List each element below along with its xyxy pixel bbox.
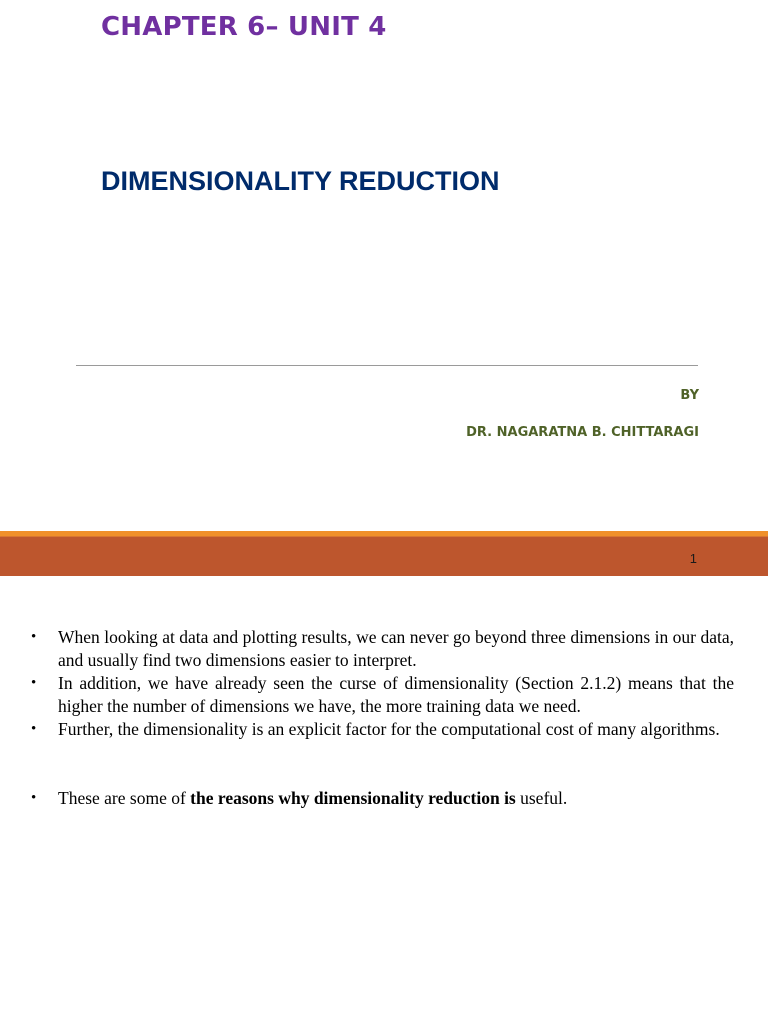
- bullet-dot: •: [31, 790, 37, 806]
- content-slide: [0, 576, 768, 1024]
- bullet-text-suffix: useful.: [515, 788, 568, 808]
- bullet-item: [31, 718, 734, 741]
- bullet-text-emphasis: the reasons why dimensionality reduction is: [190, 788, 516, 808]
- bullet-dot: •: [31, 675, 37, 691]
- bullet-item: [31, 787, 734, 810]
- footer-bar: [0, 536, 768, 576]
- bullet-text: Further, the dimensionality is an explicit factor for the computational cost of many algorithms.: [58, 719, 720, 739]
- slide-number: 1: [689, 551, 697, 566]
- bullet-dot: •: [31, 721, 37, 737]
- bullet-text: In addition, we have already seen the curse of dimensionality (Section 2.1.2) means that the higher the number of dimensions we have, the more training data we need.: [58, 673, 734, 716]
- author-name: DR. NAGARATNA B. CHITTARAGI: [466, 425, 699, 440]
- bullet-list: [31, 626, 734, 810]
- chapter-title: CHAPTER 6– UNIT 4: [101, 12, 387, 42]
- title-divider: [76, 365, 698, 366]
- bullet-item: [31, 672, 734, 718]
- bullet-text: When looking at data and plotting results, we can never go beyond three dimensions in our data, and usually find two dimensions easier to interpret.: [58, 627, 734, 670]
- bullet-dot: •: [31, 629, 37, 645]
- byline-label: BY: [680, 388, 699, 403]
- slide-title: DIMENSIONALITY REDUCTION: [101, 166, 500, 196]
- bullet-text-prefix: These are some of: [58, 788, 191, 808]
- bullet-item: [31, 626, 734, 672]
